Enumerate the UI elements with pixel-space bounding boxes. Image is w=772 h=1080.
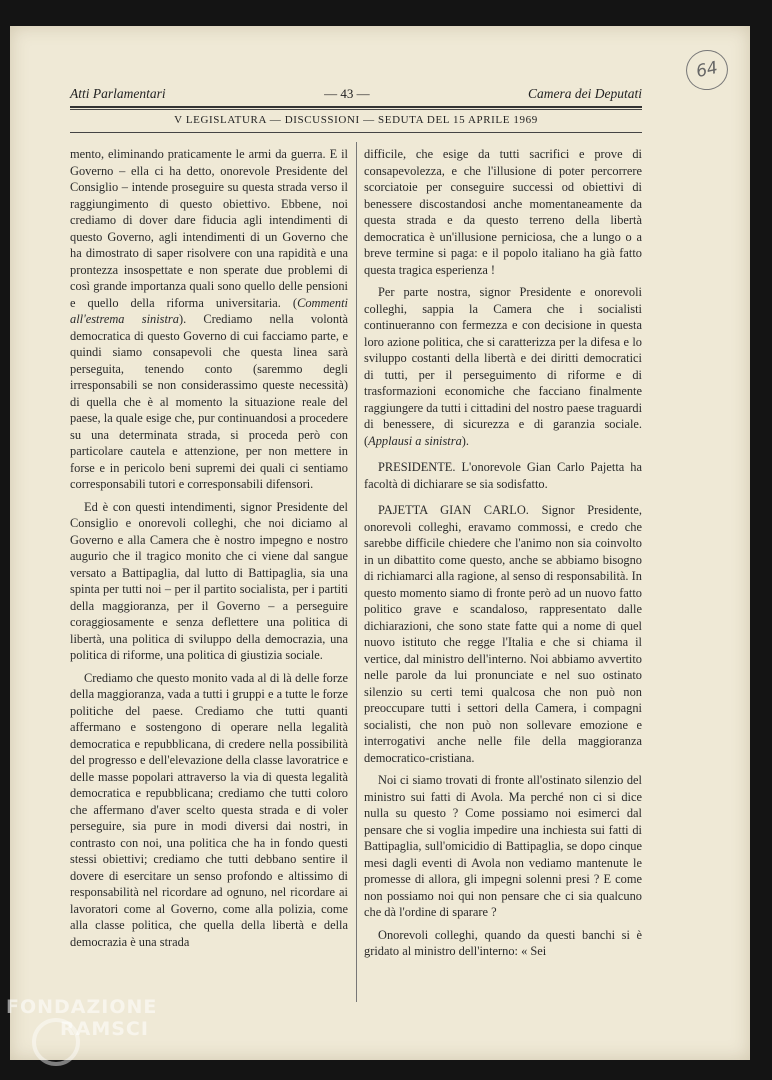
paragraph: mento, eliminando praticamente le armi da guerra. E il Governo – ella ci ha detto, onorevole Presidente del Consiglio – intende proseguire su questa strada verso il raggiungimento di questo obiettivo. Ebbene, noi crediamo di dover dare fiducia agli intendimenti di questo Governo, agli intendimenti di un Governo che ha dimostrato di saper risolvere con una rapidità e una prontezza insospettate e non sperate due problemi di così grande importanza quali sono quello delle pensioni e quello della riforma universitaria. (Commenti all'estrema sinistra). Crediamo nella volontà democratica di questo Governo di cui facciamo parte, e quindi siamo consapevoli che questa linea sarà perseguita, tenendo conto (saremmo degli irresponsabili se non considerassimo queste necessità) di quella che è al momento la situazione reale del paese, la quale esige che, pur continuandosi a procedere su una determinata strada, si proceda però con particolare cautela e attenzione, per non mettere in forse e in pericolo beni supremi dei quali ci sentiamo corresponsabili tutori e corresponsabili difensori. <box>70 147 348 491</box>
header-rule <box>70 106 642 108</box>
stage-direction: Commenti all'estrema sinistra <box>70 295 348 326</box>
paragraph: Per parte nostra, signor Presidente e onorevoli colleghi, sappia la Camera che i socialisti continueranno con fermezza e con decisione in questa loro azione politica, che si caratterizza per la difesa e lo sviluppo costanti della libertà e dei diritti democratici di tutti, per il perseguimento di riforme e di trasformazioni economiche che facciano finalmente raggiungere da tutti i cittadini del nostro paese traguardi di benessere, di sicurezza e di garanzia sociale. (Applausi a sinistra). <box>364 285 642 448</box>
column-divider <box>356 142 357 1002</box>
left-column <box>70 146 348 1006</box>
stage-direction: Applausi a sinistra <box>368 433 462 448</box>
paragraph: Ed è con questi intendimenti, signor Presidente del Consiglio e onorevoli colleghi, che noi diciamo al Governo e alla Camera che è nostro impegno e nostro augurio che il tragico monito che ci viene dal sangue versato a Battipaglia, dal lutto di Battipaglia, sia una spinta per tutti noi – per il partito socialista, per i partiti della maggioranza, per il Governo – a perseguire coraggiosamente e senza deflettere una politica di libertà, una politica di sviluppo della democrazia, una politica di riforme, una politica di giustizia sociale. <box>70 499 348 662</box>
document-page <box>10 26 750 1060</box>
handwritten-page-stamp: 64 <box>682 46 731 94</box>
subheader-rule <box>70 132 642 133</box>
paragraph: difficile, che esige da tutti sacrifici e prove di consapevolezza, e che l'illusione di poter percorrere scorciatoie per conseguire successi od obiettivi di benessere discostandosi anche momentaneamente da questa strada e da questo terreno della libertà democratica è un'illusione perniciosa, che a lungo o a breve termine si paga: e il popolo italiano ha già fatto questa tragica esperienza ! <box>364 147 642 277</box>
archive-watermark-logo: FONDAZIONE RAMSCI <box>2 994 202 1058</box>
speaker-paragraph: PAJETTA GIAN CARLO. Signor Presidente, onorevoli colleghi, eravamo commossi, e credo che sarebbe difficile chiedere che l'animo non sia coinvolto in un dibattito come questo, anche se abbiamo bisogno di richiamarci alla ragione, al senso di responsabilità. In questo momento siamo di fronte però ad un nuovo fatto politico grave e scandaloso, rappresentato dalle dichiarazioni, che sono state fatte qui a nome di quel nuovo istituto che regge l'Italia e che si chiama il vertice, dal ministro dell'interno. Noi abbiamo avvertito nelle parole da lui pronunciate e nel suo ostinato silenzio su certi temi qualcosa che non può non preoccupare tutti i settori della Camera, i compagni socialisti, che non può non sollevare emozione e interrogativi anche nelle file della maggioranza democratico-cristiana. <box>364 503 642 765</box>
paragraph: Noi ci siamo trovati di fronte all'ostinato silenzio del ministro sui fatti di Avola. Ma perché non ci si dice nulla su questo ? Come possiamo noi esimerci dal pensare che si voglia impedire una inchiesta sui fatti di Battipaglia, sull'omicidio di Battipaglia, se dopo cinque mesi dagli eventi di Avola non vediamo mantenute le promesse di allora, gli impegni solenni presi ? E come non possiamo noi qui non pensare che ci sia qualcuno che dà l'ordine di sparare ? <box>364 773 642 919</box>
header-rule-thin <box>70 109 642 110</box>
session-subheader: V LEGISLATURA — DISCUSSIONI — SEDUTA DEL 15 APRILE 1969 <box>174 114 538 126</box>
speaker-paragraph: PRESIDENTE. L'onorevole Gian Carlo Pajetta ha facoltà di dichiarare se sia sodisfatto. <box>364 460 642 491</box>
paragraph: Crediamo che questo monito vada al di là delle forze della maggioranza, vada a tutti i gruppi e a tutte le forze politiche del paese. Crediamo che tutti quanti affermano e sostengono di operare nella legalità democratica e repubblicana, di credere nella possibilità del progresso e dell'elevazione della classe lavoratrice e delle masse popolari attraverso la via di questa legalità democratica e repubblicana; crediamo che tutti coloro che affermano d'aver scelto questa strada e di voler perseguire, sia pure in modi diversi dai nostri, in contrasto con noi, una politica che ha in fondo questi stessi obiettivi; crediamo che tutti debbano sentire il dovere di esercitare un senso profondo e altissimo di responsabilità nel ricordare ad ognuno, nel ricordare ai lavoratori come al Governo, come alla polizia, come alla classe politica, che quella della libertà e della democrazia è una strada <box>70 670 348 949</box>
page-header <box>70 83 642 105</box>
page-number: — 43 — <box>324 86 370 101</box>
paragraph: Onorevoli colleghi, quando da questi banchi si è gridato al ministro dell'interno: « Sei <box>364 927 642 958</box>
right-column <box>364 146 642 1006</box>
header-right: Camera dei Deputati <box>528 86 642 101</box>
header-left: Atti Parlamentari <box>70 86 166 101</box>
